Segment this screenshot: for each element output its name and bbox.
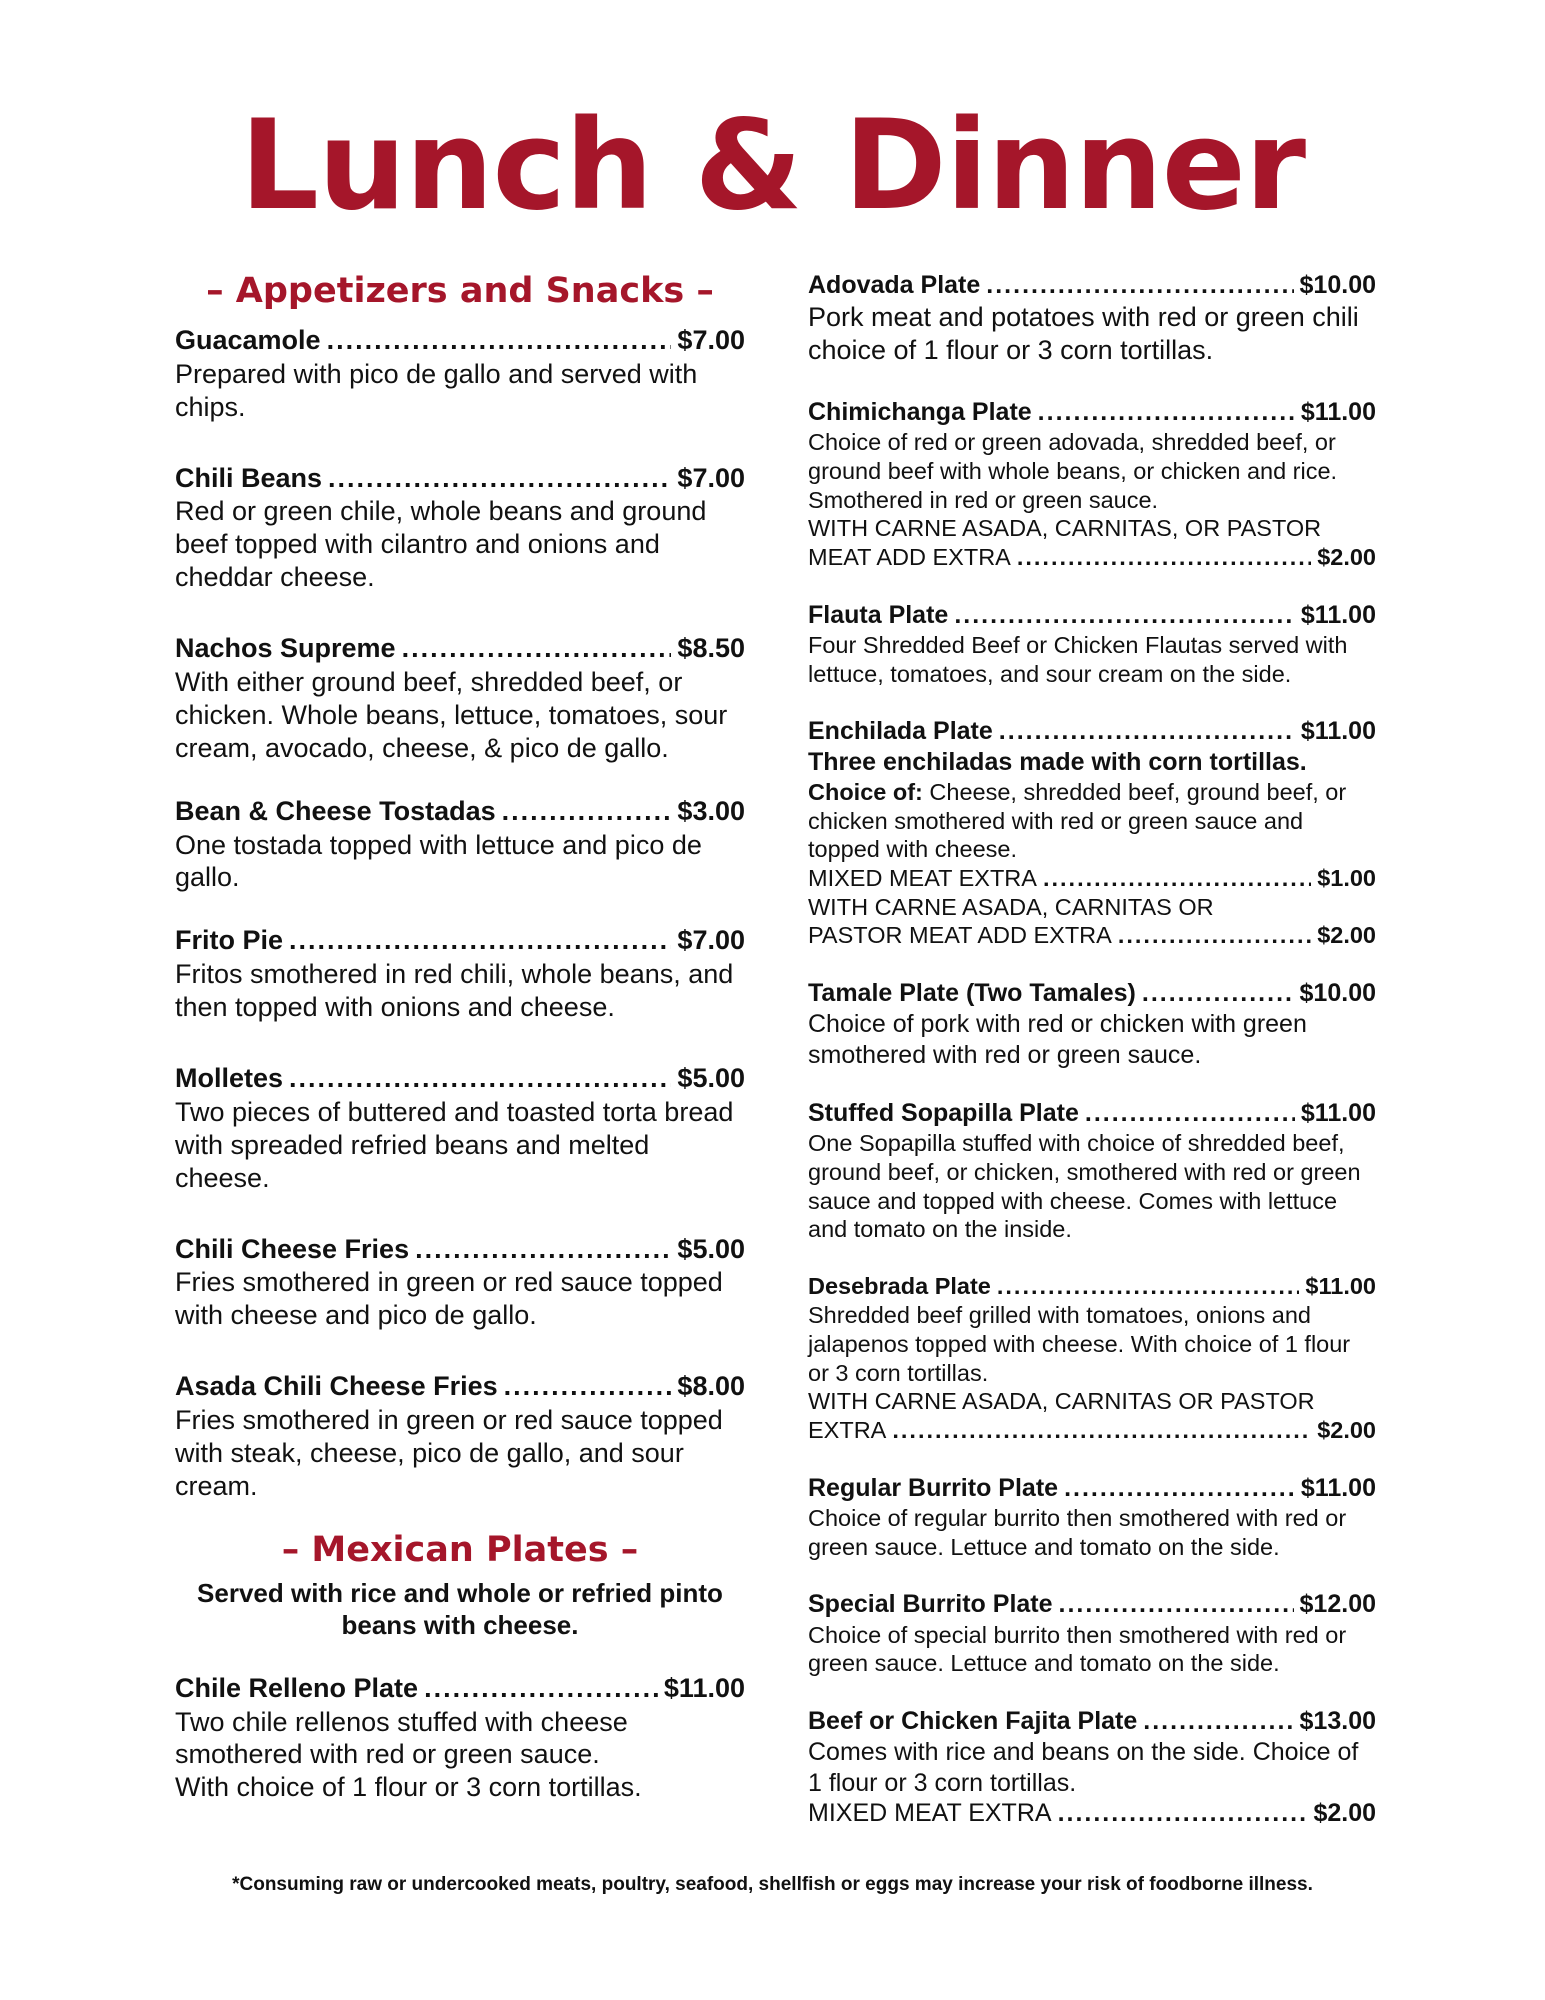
leader-dots xyxy=(504,1370,672,1404)
item-description xyxy=(808,778,1376,864)
item-name: Chimichanga Plate xyxy=(808,398,1032,427)
extra-price: $2.00 xyxy=(1317,544,1376,570)
extra-charge xyxy=(808,1798,1376,1829)
extra-price: $1.00 xyxy=(1317,864,1376,891)
menu-item-bean-cheese-tostadas xyxy=(175,795,745,895)
extra-label: MIXED MEAT EXTRA xyxy=(808,864,1037,891)
extra-price: $2.00 xyxy=(1313,1799,1376,1828)
leader-dots xyxy=(328,462,671,496)
item-description: With either ground beef, shredded beef, or chicken. Whole beans, lettuce, tomatoes, sour cream, avocado, cheese, & pico de gallo. xyxy=(175,666,728,763)
item-highlight: Three enchiladas made with corn tortillas. xyxy=(808,748,1307,777)
item-description: Four Shredded Beef or Chicken Flautas served with lettuce, tomatoes, and sour cream on the side. xyxy=(808,631,1348,687)
item-price: $8.50 xyxy=(677,633,745,664)
item-description: Fritos smothered in red chili, whole beans, and then topped with onions and cheese. xyxy=(175,959,734,1023)
item-name: Frito Pie xyxy=(175,925,284,956)
leader-dots xyxy=(1064,1473,1295,1504)
menu-item-flauta-plate xyxy=(808,600,1376,689)
leader-dots xyxy=(1085,1098,1295,1129)
item-price: $7.00 xyxy=(677,925,745,956)
extra-price: $2.00 xyxy=(1317,1417,1376,1444)
leader-dots xyxy=(986,270,1293,301)
leader-dots xyxy=(415,1233,671,1267)
item-name: Adovada Plate xyxy=(808,271,981,299)
leader-dots xyxy=(289,924,671,958)
extra-label: EXTRA xyxy=(808,1417,887,1444)
item-description: One Sopapilla stuffed with choice of shredded beef, ground beef, or chicken, smothered with red or green sauce and topped with cheese. Comes with lettuce and tomato on the inside. xyxy=(808,1130,1361,1243)
item-price: $10.00 xyxy=(1299,978,1376,1007)
menu-item-adovada-plate xyxy=(808,270,1376,367)
item-description: Fries smothered in green or red sauce topped with cheese and pico de gallo. xyxy=(175,1267,723,1331)
extra-charge xyxy=(808,1416,1376,1445)
leader-dots xyxy=(1142,978,1294,1009)
item-description: Fries smothered in green or red sauce topped with steak, cheese, pico de gallo, and sour cream. xyxy=(175,1404,723,1501)
menu-item-nachos-supreme xyxy=(175,632,745,765)
item-name: Tamale Plate (Two Tamales) xyxy=(808,978,1136,1007)
appetizers-heading: – Appetizers and Snacks – xyxy=(206,271,714,311)
extra-charge xyxy=(808,543,1376,572)
item-description: One tostada topped with lettuce and pico de gallo. xyxy=(175,829,702,893)
menu-item-frito-pie xyxy=(175,924,745,1024)
item-price: $11.00 xyxy=(663,1672,745,1703)
extra-label: PASTOR MEAT ADD EXTRA xyxy=(808,922,1112,949)
item-price: $12.00 xyxy=(1299,1590,1376,1619)
right-column xyxy=(808,270,1376,1857)
menu-item-molletes xyxy=(175,1062,745,1195)
item-description: Choice of pork with red or chicken with green smothered with red or green sauce. xyxy=(808,1010,1307,1069)
item-name: Bean & Cheese Tostadas xyxy=(175,795,496,826)
item-description: Pork meat and potatoes with red or green chili choice of 1 flour or 3 corn tortillas. xyxy=(808,302,1359,366)
item-name: Desebrada Plate xyxy=(808,1273,991,1300)
menu-item-tamale-plate xyxy=(808,978,1376,1070)
item-description: Comes with rice and beans on the side. Choice of 1 flour or 3 corn tortillas. xyxy=(808,1738,1359,1797)
item-description: Two chile rellenos stuffed with cheese smothered with red or green sauce. xyxy=(175,1706,628,1770)
item-price: $10.00 xyxy=(1299,271,1376,299)
item-name: Stuffed Sopapilla Plate xyxy=(808,1099,1079,1128)
leader-dots xyxy=(999,716,1295,747)
item-price: $11.00 xyxy=(1300,600,1376,629)
item-name: Regular Burrito Plate xyxy=(808,1473,1059,1502)
menu-item-chili-beans xyxy=(175,462,745,595)
item-description: Choice of regular burrito then smothered with red or green sauce. Lettuce and tomato on the side. xyxy=(808,1504,1347,1560)
menu-item-stuffed-sopapilla-plate xyxy=(808,1098,1376,1244)
item-price: $11.00 xyxy=(1300,717,1376,746)
item-price: $11.00 xyxy=(1300,398,1376,427)
mixed-meat-charge xyxy=(808,864,1376,893)
item-name: Asada Chili Cheese Fries xyxy=(175,1371,498,1402)
item-name: Molletes xyxy=(175,1063,284,1093)
leader-dots xyxy=(1017,543,1311,572)
leader-dots xyxy=(327,324,672,358)
leader-dots xyxy=(402,632,672,666)
item-price: $3.00 xyxy=(677,795,745,826)
mexican-plates-heading: – Mexican Plates – xyxy=(281,1529,639,1570)
item-description: Shredded beef grilled with tomatoes, onions and jalapenos topped with cheese. With choice of 1 flour or 3 corn tortillas. xyxy=(808,1302,1351,1386)
item-description: Prepared with pico de gallo and served with chips. xyxy=(175,358,698,422)
item-price: $13.00 xyxy=(1299,1706,1376,1735)
leader-dots xyxy=(892,1416,1311,1445)
item-price: $5.00 xyxy=(677,1063,745,1093)
leader-dots xyxy=(1059,1589,1294,1620)
menu-item-regular-burrito-plate xyxy=(808,1473,1376,1562)
item-price: $7.00 xyxy=(677,325,745,355)
menu-item-enchilada-plate xyxy=(808,716,1376,950)
leader-dots xyxy=(289,1062,671,1096)
leader-dots xyxy=(502,795,672,829)
choice-text: Cheese, shredded beef, ground beef, or chicken smothered with red or green sauce and topped with cheese. xyxy=(808,778,1347,863)
menu-item-guacamole xyxy=(175,324,745,424)
item-name: Guacamole xyxy=(175,325,321,355)
foodborne-illness-disclaimer: *Consuming raw or undercooked meats, poultry, seafood, shellfish or eggs may increase your risk of foodborne illness. xyxy=(232,1874,1313,1895)
page-title: Lunch & Dinner xyxy=(239,94,1306,238)
leader-dots xyxy=(424,1672,658,1706)
item-name: Chile Relleno Plate xyxy=(175,1672,419,1703)
item-description: Two pieces of buttered and toasted torta bread with spreaded refried beans and melted cheese. xyxy=(175,1096,734,1193)
menu-item-chimichanga-plate xyxy=(808,397,1376,572)
leader-dots xyxy=(997,1272,1300,1301)
extra-note: WITH CARNE ASADA, CARNITAS OR xyxy=(808,893,1214,920)
item-description: Choice of special burrito then smothered with red or green sauce. Lettuce and tomato on the side. xyxy=(808,1621,1347,1677)
leader-dots xyxy=(1043,864,1311,893)
menu-item-chile-relleno-plate xyxy=(175,1672,745,1805)
menu-item-fajita-plate xyxy=(808,1706,1376,1829)
menu-item-desebrada-plate xyxy=(808,1272,1376,1445)
item-name: Beef or Chicken Fajita Plate xyxy=(808,1706,1138,1735)
mexican-plates-subheading: Served with rice and whole or refried pinto beans with cheese. xyxy=(197,1577,723,1641)
extra-label: MIXED MEAT EXTRA xyxy=(808,1799,1052,1828)
menu-item-chili-cheese-fries xyxy=(175,1233,745,1333)
item-price: $11.00 xyxy=(1305,1273,1376,1300)
item-name: Chili Cheese Fries xyxy=(175,1233,410,1264)
item-description: Choice of red or green adovada, shredded beef, or ground beef with whole beans, or chicken and rice. Smothered in red or green sauce. xyxy=(808,429,1338,513)
item-price: $7.00 xyxy=(677,462,745,493)
leader-dots xyxy=(1118,921,1311,950)
leader-dots xyxy=(1038,397,1295,428)
item-price: $11.00 xyxy=(1300,1473,1376,1502)
extra-price: $2.00 xyxy=(1317,922,1376,949)
item-description: Red or green chile, whole beans and ground beef topped with cilantro and onions and cheddar cheese. xyxy=(175,496,707,593)
leader-dots xyxy=(1143,1706,1293,1737)
item-name: Special Burrito Plate xyxy=(808,1590,1053,1619)
extra-charge xyxy=(808,921,1376,950)
left-column xyxy=(175,270,745,1842)
item-price: $5.00 xyxy=(677,1233,745,1264)
item-name: Enchilada Plate xyxy=(808,717,993,746)
item-price: $8.00 xyxy=(677,1371,745,1402)
choice-label: Choice of: xyxy=(808,778,923,805)
menu-item-special-burrito-plate xyxy=(808,1589,1376,1678)
item-price: $11.00 xyxy=(1300,1099,1376,1128)
extra-note: WITH CARNE ASADA, CARNITAS, OR PASTOR xyxy=(808,515,1322,542)
extra-note: WITH CARNE ASADA, CARNITAS OR PASTOR xyxy=(808,1388,1315,1415)
item-description-tortillas: With choice of 1 flour or 3 corn tortillas. xyxy=(175,1772,642,1803)
item-name: Nachos Supreme xyxy=(175,633,396,664)
menu-item-asada-chili-cheese-fries xyxy=(175,1370,745,1503)
extra-label: MEAT ADD EXTRA xyxy=(808,544,1011,570)
item-name: Flauta Plate xyxy=(808,600,949,629)
item-name: Chili Beans xyxy=(175,462,323,493)
leader-dots xyxy=(954,600,1295,631)
leader-dots xyxy=(1058,1798,1308,1829)
